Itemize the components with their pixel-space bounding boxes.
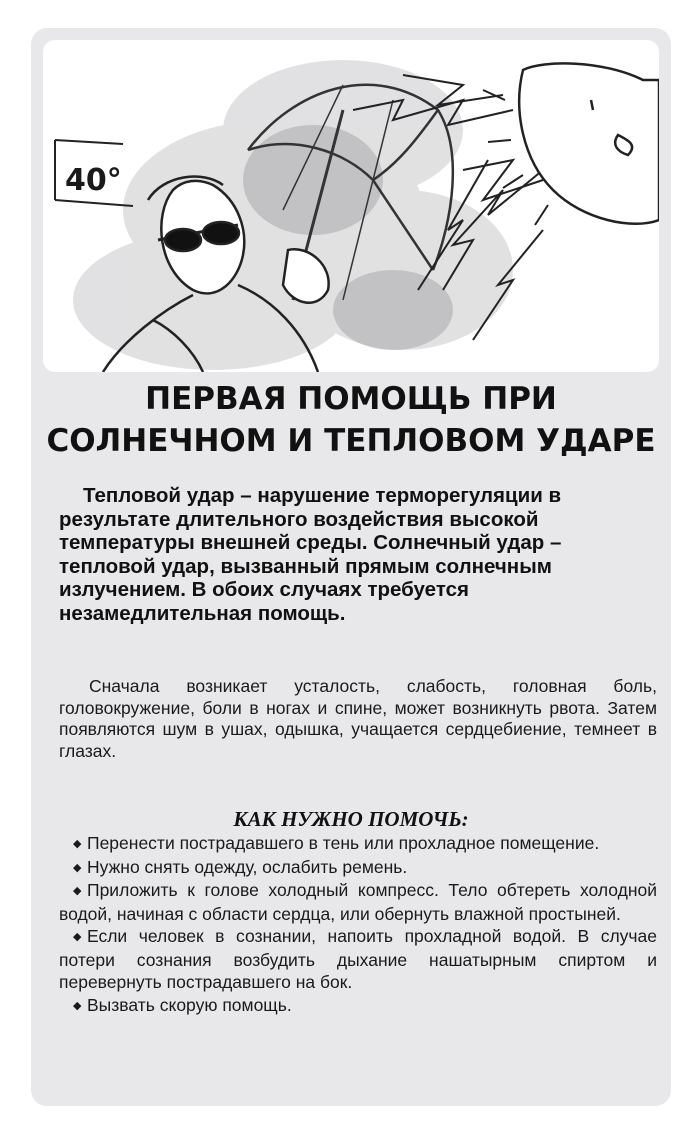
temperature-label: 40°: [65, 163, 122, 198]
help-heading: КАК НУЖНО ПОМОЧЬ:: [233, 807, 469, 831]
bullet-icon: ◆: [73, 861, 82, 874]
bullet-icon: ◆: [73, 999, 82, 1012]
title-line-2: СОЛНЕЧНОМ И ТЕПЛОВОМ УДАРЕ: [46, 423, 656, 459]
heatstroke-illustration: [43, 40, 659, 372]
list-item: [59, 879, 657, 925]
bullet-icon: ◆: [73, 838, 82, 850]
list-item: [59, 856, 657, 880]
sun-icon: [483, 63, 659, 225]
intro-paragraph: Тепловой удар – нарушение терморегуляции в результате длительного воздействия высокой температуры внешней среды. Солнечный удар – тепловой удар, вызванный прямым солнечным излучением. В обоих случаях требуется незамедлительная помощь.: [59, 484, 562, 625]
symptoms-paragraph: Сначала возникает усталость, слабость, головная боль, головокружение, боли в ногах и спине, может возникнуть рвота. Затем появляются шум в ушах, одышка, учащается сердцебиение, темнеет в глазах.: [59, 676, 657, 761]
step-text: Если человек в сознании, напоить прохладной водой. В случае потери сознания возбудить дыхание нашатырным спиртом и перевернуть пострадавшего на бок.: [59, 926, 657, 992]
thermometer-display-icon: [55, 140, 133, 206]
list-item: [59, 994, 657, 1018]
step-text: Приложить к голове холодный компресс. Тело обтереть холодной водой, начиная с области сердца, или обернуть влажной простыней.: [59, 880, 657, 924]
list-item: [59, 832, 657, 856]
step-text: Нужно снять одежду, ослабить ремень.: [87, 856, 408, 877]
page-title: [31, 378, 671, 462]
step-text: Перенести пострадавшего в тень или прохладное помещение.: [87, 833, 600, 853]
illustration-svg: [43, 40, 659, 372]
step-text: Вызвать скорую помощь.: [87, 994, 292, 1015]
title-line-1: ПЕРВАЯ ПОМОЩЬ ПРИ: [145, 381, 557, 417]
list-item: [59, 925, 657, 994]
bullet-icon: ◆: [73, 885, 82, 897]
first-aid-card: [31, 28, 671, 1106]
bullet-icon: ◆: [73, 931, 82, 943]
help-steps-list: [59, 832, 657, 1017]
